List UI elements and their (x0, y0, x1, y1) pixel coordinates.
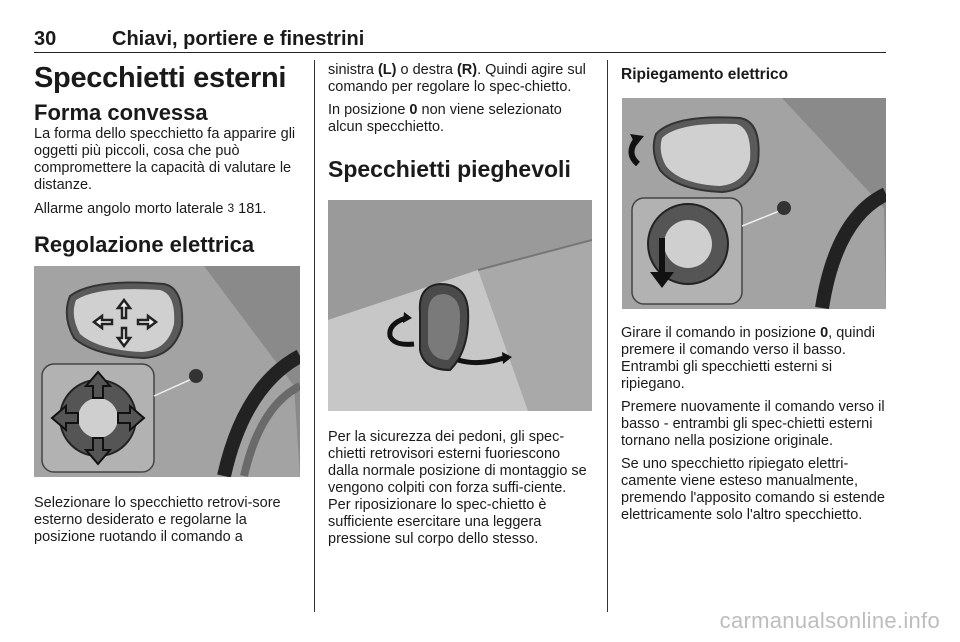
watermark: carmanualsonline.info (719, 608, 940, 633)
convex-shape-text: La forma dello specchietto fa apparire gli oggetti più piccoli, cosa che può compromettere la capacità di valutare le distanze. (34, 126, 296, 193)
subheading-electric-folding: Ripiegamento elettrico (621, 66, 789, 83)
select-mirror-text: sinistra (L) o destra (R). Quindi agire sul comando per regolare lo spec-chietto. (328, 62, 586, 95)
blind-spot-ref: Allarme angolo morto laterale 3 181. (34, 201, 267, 217)
section-title: Specchietti esterni (34, 62, 287, 94)
electric-adjustment-text: Selezionare lo specchietto retrovi-sore esterno desiderato e regolarne la posizione ruotando il comando a (34, 495, 281, 545)
subheading-electric-adjustment: Regolazione elettrica (34, 232, 255, 257)
page-header (34, 26, 886, 53)
column-2 (328, 62, 592, 554)
unfold-instructions-text: Premere nuovamente il comando verso il basso - entrambi gli spec-chietti esterni tornano nella posizione originale. (621, 399, 885, 449)
folding-mirrors-text: Per la sicurezza dei pedoni, gli spec-chietti retrovisori esterni fuoriescono dalla normale posizione di montaggio se vengono colpiti con forza suffi-ciente. Per riposizionare lo spec-chietto è sufficiente esercitare una leggera pressione sul corpo dello stesso. (328, 429, 587, 547)
manual-extend-text: Se uno specchietto ripiegato elettri-camente viene esteso manualmente, premendo l'apposito comando si estende elettricamente solo l'altro specchietto. (621, 456, 885, 523)
fold-instructions-text: Girare il comando in posizione 0, quindi premere il comando verso il basso. Entrambi gli specchietti esterni si ripiegano. (621, 325, 875, 392)
mirror-adjustment-figure (34, 266, 300, 477)
subheading-folding-mirrors: Specchietti pieghevoli (328, 156, 571, 182)
column-divider-2 (607, 60, 608, 612)
page-ref-arrow-icon: 3 (227, 201, 235, 215)
folding-mirror-figure (328, 200, 592, 411)
column-3 (621, 62, 887, 530)
position-zero-text: In posizione 0 non viene selezionato alcun specchietto. (328, 102, 562, 135)
chapter-title: Chiavi, portiere e finestrini (112, 28, 365, 50)
electric-folding-figure (622, 98, 886, 309)
page-number: 30 (34, 28, 57, 50)
subheading-convex-shape: Forma convessa (34, 100, 208, 125)
column-divider-1 (314, 60, 315, 612)
column-1 (34, 62, 300, 552)
